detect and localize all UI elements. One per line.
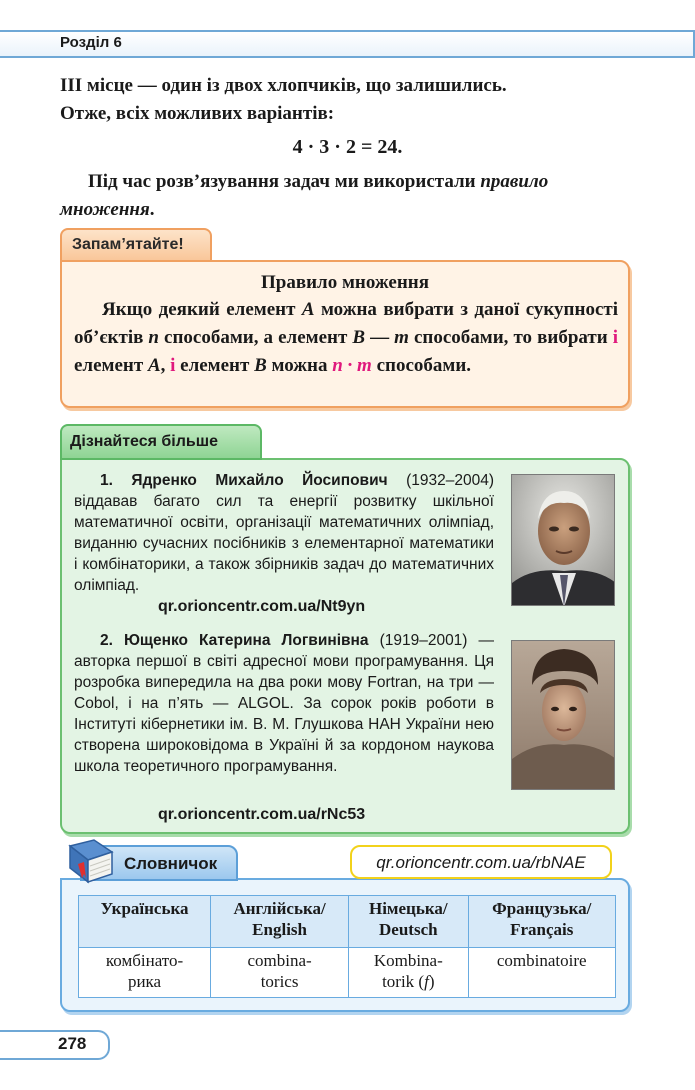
- rule-title: Правило множення: [260, 272, 429, 293]
- bio-yushchenko: 2. Ющенко Катерина Логвинівна (1919–2001) — авторка першої в світі адресної мови програмування. Ця розробка випередила на два роки мову Fortran, на три — Cobol, і на п’ять — ALGOL. За сорок років роботи в Інституті кібернетики ім. В. М. Глушкова НАН України нею створена широковідома в Україні й за кордоном наукова школа теоретичного програмування.: [74, 632, 494, 775]
- header-german: Німецька/ Deutsch: [349, 896, 468, 948]
- intro-sentence: Під час розв’язування задач ми використали правило множення.: [60, 171, 549, 220]
- page-number: 278: [58, 1034, 87, 1053]
- portrait-yadrenko: [511, 474, 615, 606]
- cell-english: combina- torics: [211, 948, 349, 998]
- dictionary-qr-link[interactable]: qr.orioncentr.com.ua/rbNAE: [350, 845, 612, 879]
- portrait-yushchenko: [511, 640, 615, 790]
- section-label: Розділ 6: [60, 34, 122, 51]
- book-icon: [64, 838, 118, 889]
- learn-more-tab: Дізнайтеся більше: [60, 424, 262, 460]
- dictionary-tab: Словничок: [80, 845, 238, 881]
- cell-german: Kombina- torik (f): [349, 948, 468, 998]
- cell-ukrainian: комбінато- рика: [79, 948, 211, 998]
- product-nm: n · m: [332, 355, 372, 376]
- header-french: Французька/ Français: [468, 896, 616, 948]
- rule-text: Якщо деякий елемент A можна вибрати з даної сукупності об’єктів n способами, а елемент B — m способами, то вибрати і елемент A, і елемент B можна n · m способами.: [74, 299, 619, 376]
- bio-yadrenko: 1. Ядренко Михайло Йосипович (1932–2004) віддавав багато сил та енергії розвитку шкільної математичної освіти, організації математичних олімпіад, виданню сучасних посібників з елементарної математики і комбінаторики, а також збірників задач до математичних олімпіад.: [74, 472, 495, 594]
- rule-name-italic: правило множення: [60, 171, 549, 220]
- qr-link-yushchenko[interactable]: qr.orioncentr.com.ua/rNc53: [158, 806, 366, 823]
- qr-link-yadrenko[interactable]: qr.orioncentr.com.ua/Nt9yn: [158, 598, 366, 615]
- page-number-box: [0, 1030, 110, 1060]
- formula: 4 · 3 · 2 = 24.: [292, 136, 403, 158]
- table-header-row: [79, 896, 616, 948]
- dictionary-table: [78, 895, 616, 998]
- table-row: [79, 948, 616, 998]
- cell-french: combinatoire: [468, 948, 616, 998]
- emphasis-and: і: [170, 355, 176, 376]
- header-english: Англійська/ English: [211, 896, 349, 948]
- header-ukrainian: Українська: [79, 896, 211, 948]
- intro-line-2: Отже, всіх можливих варіантів:: [60, 103, 335, 124]
- intro-line-1: III місце — один із двох хлопчиків, що залишились.: [60, 75, 507, 96]
- emphasis-and: і: [612, 327, 619, 348]
- remember-tab: Запам’ятайте!: [60, 228, 212, 262]
